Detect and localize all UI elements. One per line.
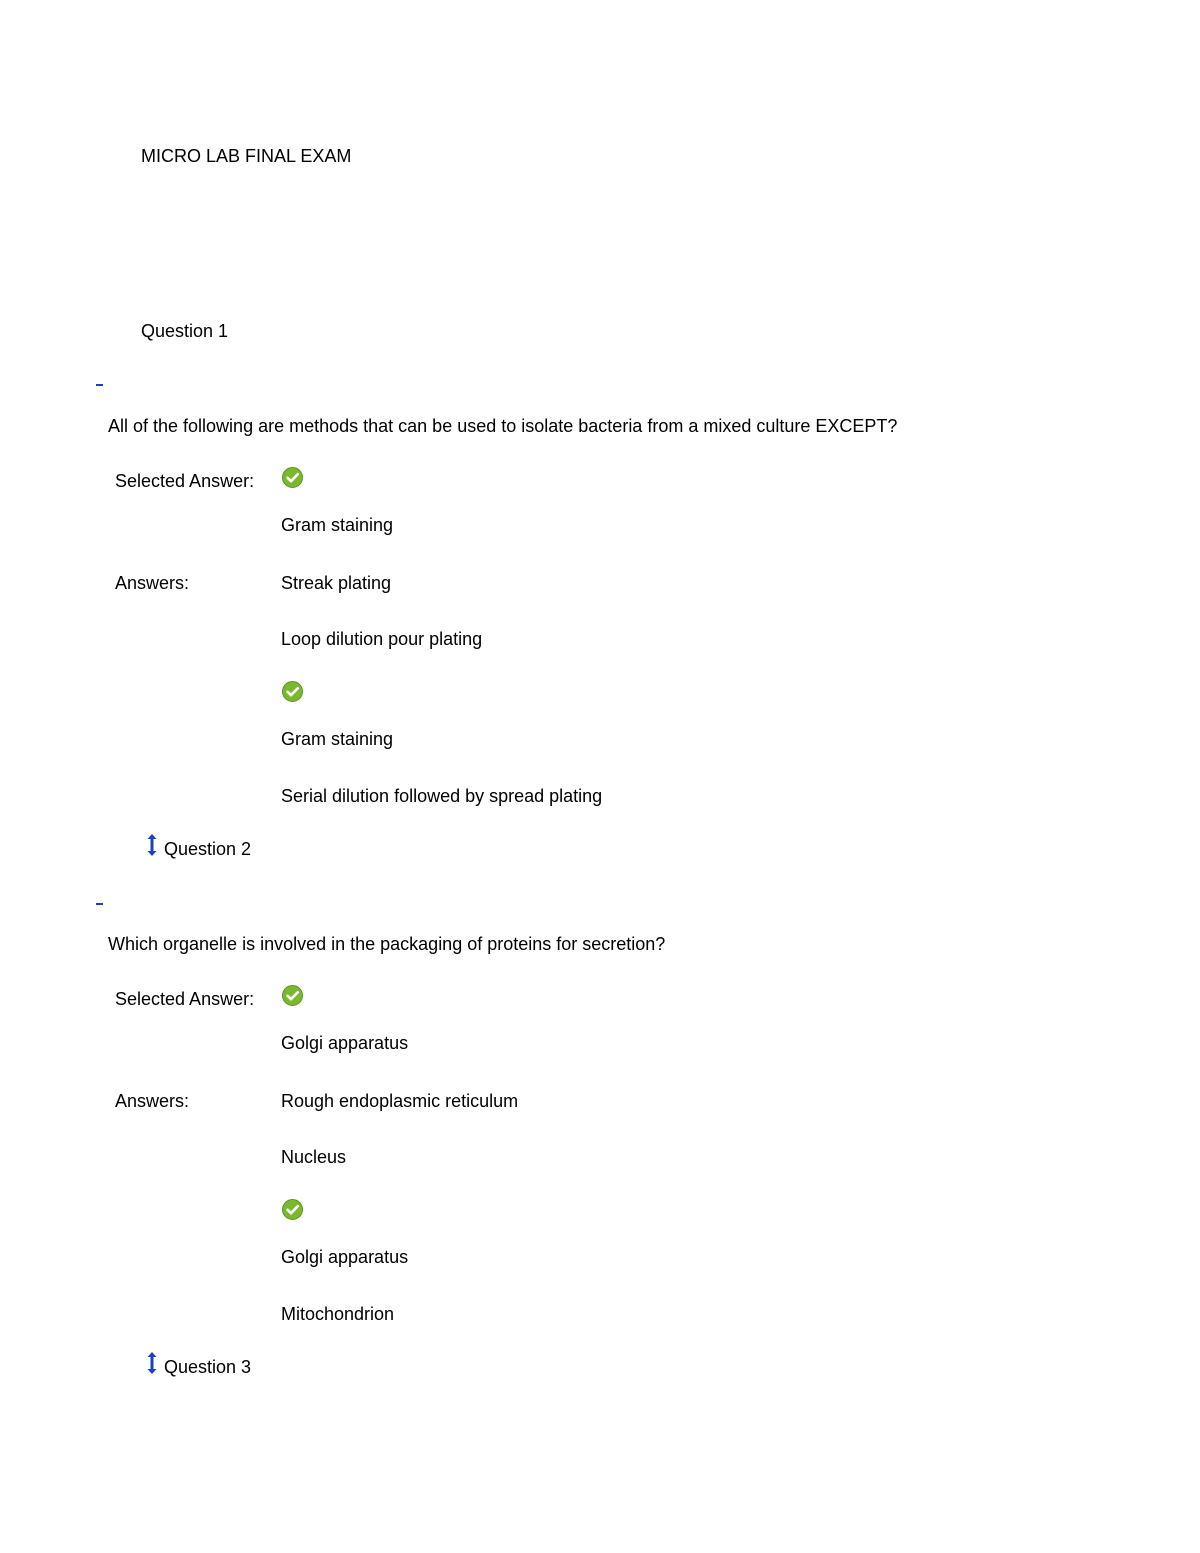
answer-option-correct: Golgi apparatus — [281, 1247, 409, 1267]
selected-answer-value: Golgi apparatus — [281, 1033, 409, 1053]
question-2-heading: Question 2 — [164, 839, 252, 859]
answers-label: Answers: — [115, 573, 190, 593]
correct-check-icon — [282, 467, 303, 488]
reorder-arrow-icon[interactable] — [146, 833, 158, 857]
answer-option-correct: Gram staining — [281, 729, 394, 749]
answers-label: Answers: — [115, 1091, 190, 1111]
collapse-dash-icon[interactable] — [96, 384, 103, 386]
answer-option: Mitochondrion — [281, 1304, 395, 1324]
reorder-arrow-icon[interactable] — [146, 1351, 158, 1375]
question-1-heading: Question 1 — [141, 321, 229, 341]
question-3-heading: Question 3 — [164, 1357, 252, 1377]
document-title: MICRO LAB FINAL EXAM — [141, 146, 352, 166]
answer-option: Rough endoplasmic reticulum — [281, 1091, 519, 1111]
selected-answer-label: Selected Answer: — [115, 471, 255, 491]
answer-option: Loop dilution pour plating — [281, 629, 483, 649]
answer-option: Serial dilution followed by spread plating — [281, 786, 603, 806]
question-2-text: Which organelle is involved in the packaging of proteins for secretion? — [108, 934, 666, 954]
answer-option: Streak plating — [281, 573, 392, 593]
answer-option: Nucleus — [281, 1147, 347, 1167]
collapse-dash-icon[interactable] — [96, 903, 103, 905]
correct-check-icon — [282, 985, 303, 1006]
selected-answer-label: Selected Answer: — [115, 989, 255, 1009]
selected-answer-value: Gram staining — [281, 515, 394, 535]
question-1-text: All of the following are methods that can be used to isolate bacteria from a mixed culture EXCEPT? — [108, 416, 898, 436]
correct-check-icon — [282, 1199, 303, 1220]
correct-check-icon — [282, 681, 303, 702]
